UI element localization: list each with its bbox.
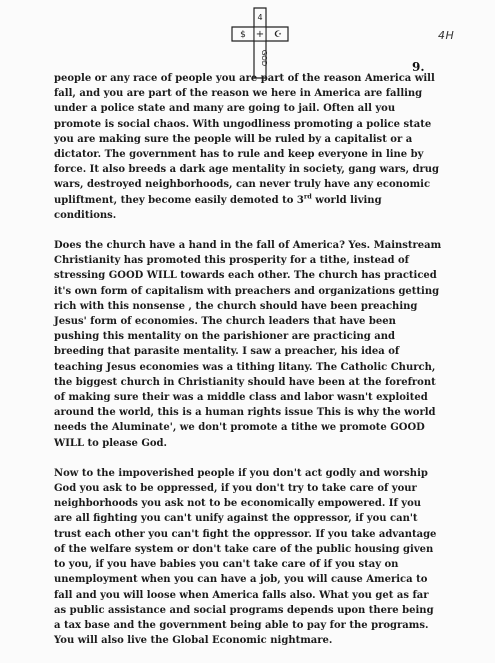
- paragraph: [54, 466, 442, 648]
- cross-center-symbol: +: [255, 29, 265, 40]
- paragraph: [54, 238, 442, 451]
- cross-bottom-word: GOD: [260, 49, 268, 67]
- emphasized-text: GOOD WILL: [108, 270, 177, 282]
- cross-emblem-icon: [229, 6, 291, 80]
- paragraph-text: people or any race of people you are part of the reason America will fall, and you are part of the reason we here in America are falling under a police state and many are going to jail. Often all you promote is social chaos. With ungodliness promoting a police state you are making sure the people will be ruled by a capitalist or a dictator. The government has to rule and keep everyone in line by force. It also breeds a dark age mentality in society, gang wars, drug wars, destroyed neighborhoods, can never truly have any economic upliftment, they become easily demoted to 3: [54, 73, 440, 206]
- cross-right-symbol: ☪: [273, 30, 283, 40]
- cross-top-symbol: 4: [257, 13, 263, 22]
- paragraph-text: towards each other. The church has practiced it's own form of capitalism with preachers and organizations getting rich with this nonsense , the church should have been preaching Jesus' form of economies. The church leaders that have been pushing this mentality on the parishioner are practicing and breeding that parasite mentality. I saw a preacher, his idea of teaching Jesus economies was a tithing litany. The Catholic Church, the biggest church in Christianity should have been at the forefront of making sure their was a middle class and labor wasn't exploited around the world, this is a human rights issue This is why the world needs the Aluminate', we don't promote a tithe we promote: [54, 270, 440, 434]
- paragraph-text: to please God.: [83, 437, 168, 449]
- page-number: 9.: [412, 60, 425, 74]
- paragraph: [54, 71, 442, 223]
- emphasized-text: GOOD WILL: [54, 422, 425, 449]
- paragraph-text: world living conditions.: [54, 194, 382, 221]
- handwritten-page-note: 4H: [438, 29, 455, 42]
- paragraph-text: Now to the impoverished people if you don't act godly and worship God you ask to be oppressed, if you don't try to take care of your neighborhoods you ask not to be economically empowered. If you are all fighting you can't unify against the oppressor, if you can't trust each other you can't fight the oppressor. If you take advantage of the welfare system or don't take care of the public housing given to you, if you have babies you can't take care of if you stay on unemployment when you can have a job, you will cause America to fall and you will loose when America falls also. What you get as far as public assistance and social programs depends upon there being a tax base and the government being able to pay for the programs. You will also live the Global Economic nightmare.: [54, 467, 437, 647]
- document-body: [54, 71, 442, 663]
- superscript-text: rd: [303, 192, 312, 201]
- paragraph-text: Does the church have a hand in the fall of America? Yes. Mainstream Christianity has promoted this prosperity for a tithe, instead of stressing: [54, 240, 442, 282]
- cross-left-symbol: $: [240, 30, 246, 40]
